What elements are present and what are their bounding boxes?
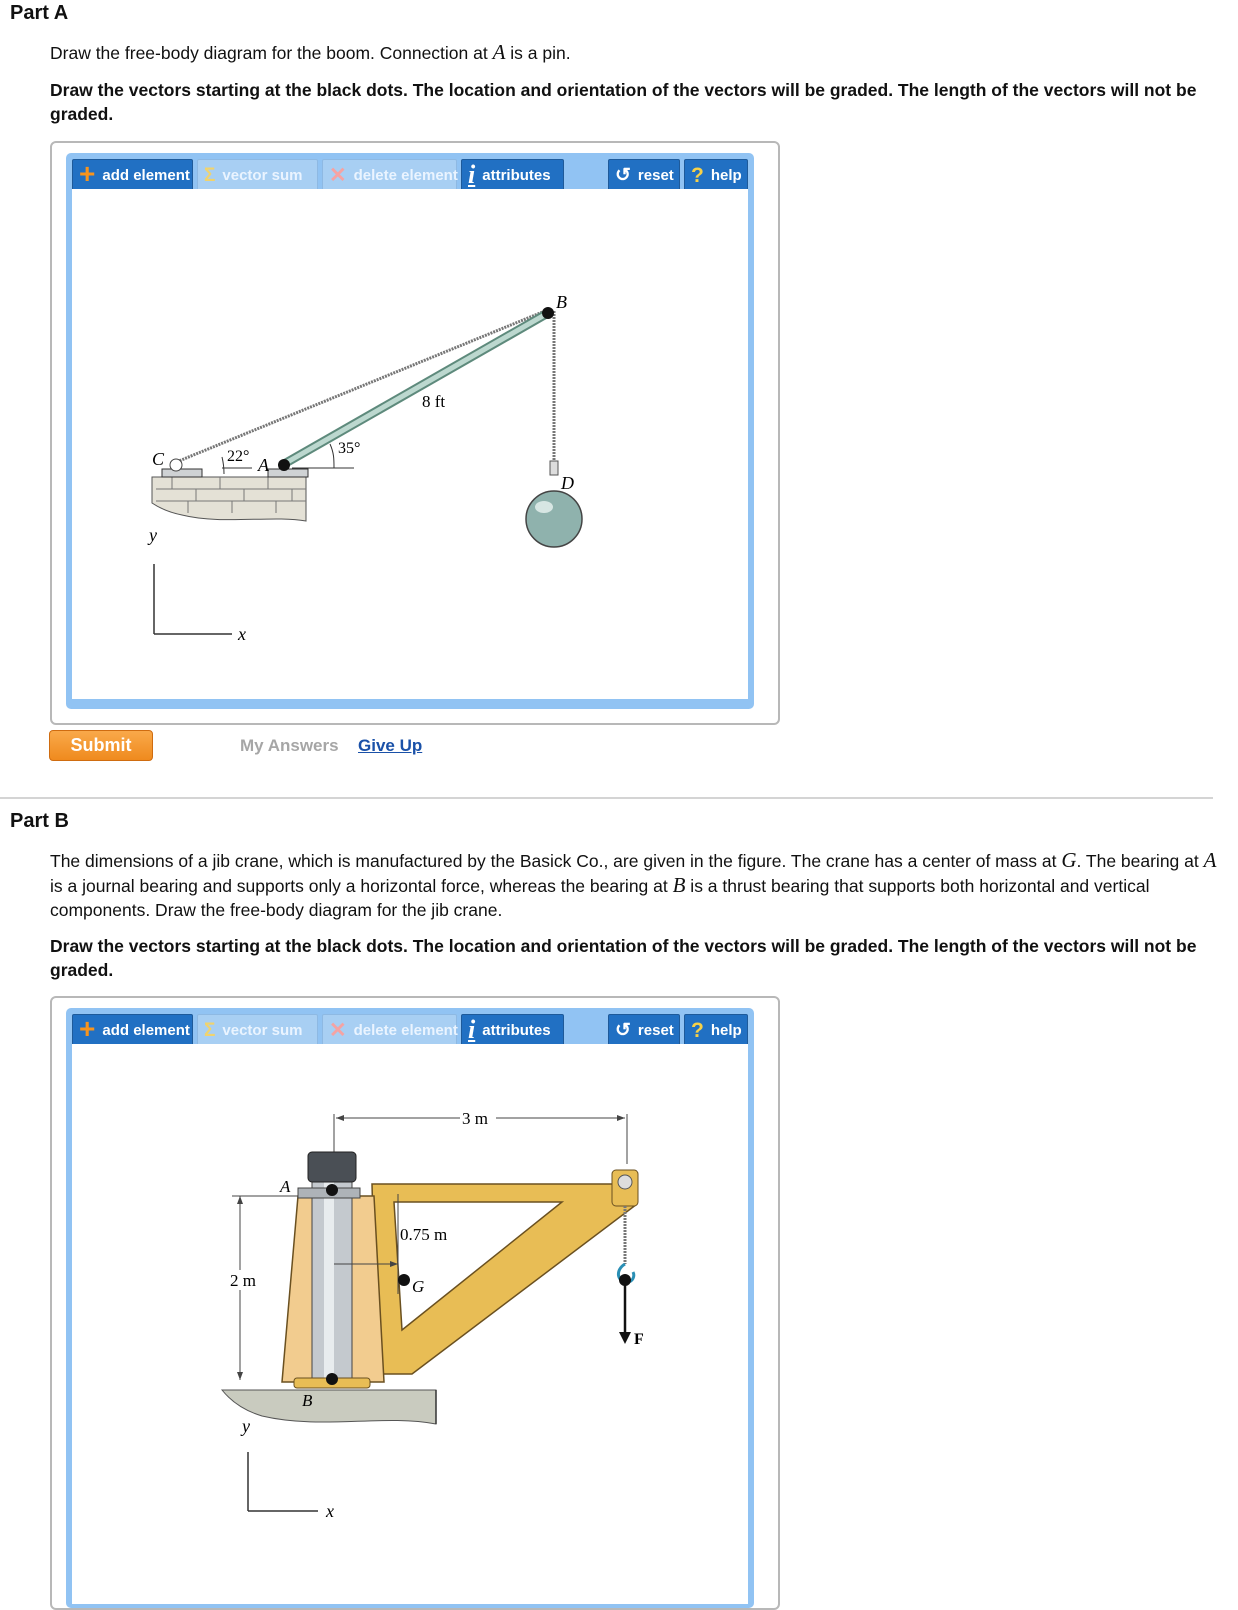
part-b-prompt: The dimensions of a jib crane, which is manufactured by the Basick Co., are given in the figure. The crane has a center of mass at G. The bearing at A is a journal bearing and supports only a horizontal force, whereas the bearing at B is a thrust bearing that supports both horizontal and vertical components. Draw the free-body diagram for the jib crane. [50,848,1217,920]
part-a-canvas[interactable] [72,189,748,699]
dot-b[interactable] [542,307,554,319]
sigma-icon: Σ [204,164,216,186]
plus-icon: + [79,157,96,189]
section-divider [0,797,1213,799]
dim-075m: 0.75 m [400,1225,448,1244]
dot-a[interactable] [278,459,290,471]
wrecking-ball [526,491,582,547]
vector-sum-button[interactable]: Σ vector sum [197,1014,318,1046]
label-g: G [412,1277,425,1296]
angle-cable-label: 22° [227,448,250,465]
axis-x-label: x [238,624,246,644]
my-answers-link[interactable]: My Answers [240,736,339,755]
label-c: C [152,449,165,469]
x-icon: ✕ [329,1018,347,1042]
length-label: 8 ft [422,392,446,411]
part-b-tool-panel [66,1008,754,1608]
label-a: A [280,1177,291,1196]
label-d: D [561,473,574,493]
info-icon: i [468,160,476,189]
part-b-canvas[interactable] [72,1044,748,1604]
ground [222,1390,436,1424]
sigma-icon: Σ [204,1019,216,1041]
axes [147,525,246,644]
dot-b[interactable] [326,1373,338,1385]
delete-element-button[interactable]: ✕ delete element [322,1014,457,1046]
help-icon: ? [691,1018,704,1042]
vector-sum-button[interactable]: Σ vector sum [197,159,318,191]
part-b-drawing-tool [50,996,780,1610]
part-a-instruction: Draw the vectors starting at the black dots. The location and orientation of the vectors will be graded. The length of the vectors will not be graded. [50,80,1197,124]
dot-f[interactable] [619,1274,631,1286]
label-b: B [302,1391,313,1410]
dot-a[interactable] [326,1184,338,1196]
label-f: F [634,1331,644,1348]
reset-icon: ↺ [615,164,631,186]
label-b: B [556,292,567,312]
axis-x-label: x [326,1501,334,1521]
plus-icon: + [79,1012,96,1044]
part-b-title: Part B [10,810,69,832]
help-button[interactable]: ? help [684,159,748,191]
boom-figure [72,189,748,699]
part-a-prompt: Draw the free-body diagram for the boom. Connection at A is a pin. [50,40,571,64]
reset-button[interactable]: ↺ reset [608,1014,680,1046]
dot-g[interactable] [398,1274,410,1286]
angle-boom-label: 35° [338,440,361,457]
axes [240,1416,334,1521]
reset-button[interactable]: ↺ reset [608,159,680,191]
axis-y-label: y [149,525,157,545]
brick-wall [152,469,308,521]
x-icon: ✕ [329,163,347,187]
part-a-tool-panel [66,153,754,709]
give-up-link[interactable]: Give Up [358,736,423,755]
axis-y-label: y [242,1416,250,1436]
part-b-instruction: Draw the vectors starting at the black dots. The location and orientation of the vectors will be graded. The length of the vectors will not be graded. [50,936,1197,980]
add-element-button[interactable]: + add element [72,1014,193,1046]
reset-icon: ↺ [615,1019,631,1041]
delete-element-button[interactable]: ✕ delete element [322,159,457,191]
attributes-button[interactable]: i attributes [461,159,564,191]
help-button[interactable]: ? help [684,1014,748,1046]
add-element-button[interactable]: + add element [72,159,193,191]
attributes-button[interactable]: i attributes [461,1014,564,1046]
jib-crane-figure [72,1044,748,1604]
part-a-title: Part A [10,2,69,24]
info-icon: i [468,1015,476,1044]
part-b-toolbar [72,1014,748,1046]
label-a: A [258,455,269,475]
dim-2m: 2 m [230,1271,256,1290]
part-a-drawing-tool [50,141,780,725]
dim-3m: 3 m [462,1109,488,1128]
help-icon: ? [691,163,704,187]
part-a-toolbar [72,159,748,191]
submit-button[interactable]: Submit [49,730,153,761]
